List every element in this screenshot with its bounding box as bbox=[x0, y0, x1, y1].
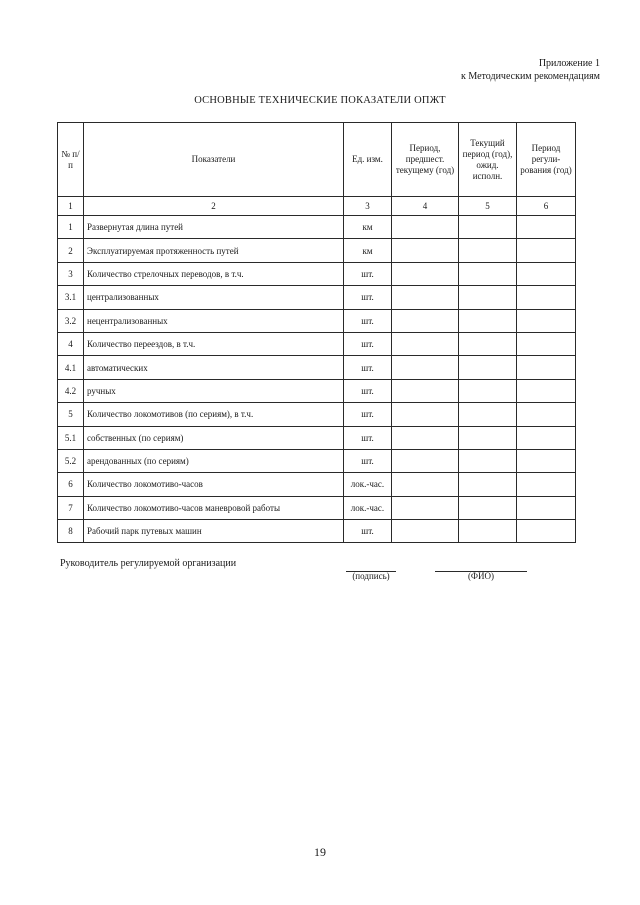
row-number: 3.1 bbox=[58, 286, 84, 309]
row-number: 3 bbox=[58, 262, 84, 285]
cell-current-period[interactable] bbox=[459, 239, 517, 262]
column-number: 5 bbox=[459, 197, 517, 216]
cell-current-period[interactable] bbox=[459, 520, 517, 543]
appendix-line-2: к Методическим рекомендациям bbox=[460, 71, 600, 82]
row-unit: шт. bbox=[344, 309, 392, 332]
signature-block bbox=[60, 558, 580, 588]
table-row bbox=[58, 449, 576, 472]
table-row bbox=[58, 216, 576, 239]
table-row bbox=[58, 426, 576, 449]
cell-previous-period[interactable] bbox=[392, 426, 459, 449]
full-name-caption: (ФИО) bbox=[467, 571, 495, 581]
cell-previous-period[interactable] bbox=[392, 286, 459, 309]
row-indicator: нецентрализованных bbox=[84, 309, 344, 332]
row-unit: лок.-час. bbox=[344, 496, 392, 519]
row-number: 1 bbox=[58, 216, 84, 239]
table-row bbox=[58, 403, 576, 426]
cell-regulation-period[interactable] bbox=[517, 473, 576, 496]
cell-current-period[interactable] bbox=[459, 216, 517, 239]
row-number: 4.2 bbox=[58, 379, 84, 402]
cell-previous-period[interactable] bbox=[392, 520, 459, 543]
cell-current-period[interactable] bbox=[459, 449, 517, 472]
table-row bbox=[58, 332, 576, 355]
row-indicator: Количество локомотиво-часов bbox=[84, 473, 344, 496]
row-unit: шт. bbox=[344, 449, 392, 472]
row-indicator: Эксплуатируемая протяженность путей bbox=[84, 239, 344, 262]
header-indicators: Показатели bbox=[84, 123, 344, 197]
header-current-period: Текущий период (год), ожид. исполн. bbox=[459, 123, 517, 197]
cell-previous-period[interactable] bbox=[392, 356, 459, 379]
row-number: 4.1 bbox=[58, 356, 84, 379]
row-number: 2 bbox=[58, 239, 84, 262]
cell-current-period[interactable] bbox=[459, 496, 517, 519]
organization-head-label: Руководитель регулируемой организации bbox=[60, 558, 237, 569]
cell-current-period[interactable] bbox=[459, 403, 517, 426]
row-unit: шт. bbox=[344, 520, 392, 543]
cell-previous-period[interactable] bbox=[392, 403, 459, 426]
row-unit: шт. bbox=[344, 262, 392, 285]
cell-regulation-period[interactable] bbox=[517, 332, 576, 355]
cell-regulation-period[interactable] bbox=[517, 309, 576, 332]
cell-current-period[interactable] bbox=[459, 332, 517, 355]
table-row bbox=[58, 496, 576, 519]
row-indicator: Количество стрелочных переводов, в т.ч. bbox=[84, 262, 344, 285]
row-unit: лок.-час. bbox=[344, 473, 392, 496]
cell-previous-period[interactable] bbox=[392, 262, 459, 285]
cell-regulation-period[interactable] bbox=[517, 216, 576, 239]
header-previous-period: Период, предшест. текущему (год) bbox=[392, 123, 459, 197]
row-number: 3.2 bbox=[58, 309, 84, 332]
row-number: 5 bbox=[58, 403, 84, 426]
table-row bbox=[58, 239, 576, 262]
cell-regulation-period[interactable] bbox=[517, 403, 576, 426]
row-unit: шт. bbox=[344, 286, 392, 309]
cell-regulation-period[interactable] bbox=[517, 239, 576, 262]
cell-regulation-period[interactable] bbox=[517, 262, 576, 285]
row-unit: шт. bbox=[344, 356, 392, 379]
row-number: 6 bbox=[58, 473, 84, 496]
row-indicator: автоматических bbox=[84, 356, 344, 379]
row-number: 8 bbox=[58, 520, 84, 543]
row-indicator: централизованных bbox=[84, 286, 344, 309]
table-row bbox=[58, 473, 576, 496]
cell-current-period[interactable] bbox=[459, 262, 517, 285]
row-indicator: арендованных (по сериям) bbox=[84, 449, 344, 472]
cell-regulation-period[interactable] bbox=[517, 286, 576, 309]
header-number: № п/п bbox=[58, 123, 84, 197]
cell-previous-period[interactable] bbox=[392, 449, 459, 472]
cell-regulation-period[interactable] bbox=[517, 520, 576, 543]
cell-previous-period[interactable] bbox=[392, 216, 459, 239]
cell-previous-period[interactable] bbox=[392, 239, 459, 262]
cell-current-period[interactable] bbox=[459, 379, 517, 402]
table-row bbox=[58, 520, 576, 543]
cell-previous-period[interactable] bbox=[392, 379, 459, 402]
cell-regulation-period[interactable] bbox=[517, 379, 576, 402]
row-unit: км bbox=[344, 216, 392, 239]
row-unit: шт. bbox=[344, 332, 392, 355]
row-unit: шт. bbox=[344, 426, 392, 449]
cell-previous-period[interactable] bbox=[392, 496, 459, 519]
row-number: 5.2 bbox=[58, 449, 84, 472]
document-title: ОСНОВНЫЕ ТЕХНИЧЕСКИЕ ПОКАЗАТЕЛИ ОПЖТ bbox=[194, 95, 446, 106]
cell-regulation-period[interactable] bbox=[517, 426, 576, 449]
row-number: 7 bbox=[58, 496, 84, 519]
header-unit: Ед. изм. bbox=[344, 123, 392, 197]
row-number: 4 bbox=[58, 332, 84, 355]
table-row bbox=[58, 309, 576, 332]
table-row bbox=[58, 262, 576, 285]
column-number: 3 bbox=[344, 197, 392, 216]
signature-caption: (подпись) bbox=[352, 571, 390, 581]
header-regulation-period: Период регули-рования (год) bbox=[517, 123, 576, 197]
appendix-note bbox=[461, 57, 600, 83]
column-number: 4 bbox=[392, 197, 459, 216]
cell-previous-period[interactable] bbox=[392, 473, 459, 496]
column-number: 6 bbox=[517, 197, 576, 216]
page-number: 19 bbox=[314, 845, 326, 859]
row-indicator: Количество переездов, в т.ч. bbox=[84, 332, 344, 355]
cell-current-period[interactable] bbox=[459, 309, 517, 332]
row-unit: шт. bbox=[344, 403, 392, 426]
table-row bbox=[58, 356, 576, 379]
column-numbers-row bbox=[58, 197, 576, 216]
cell-current-period[interactable] bbox=[459, 473, 517, 496]
table-row bbox=[58, 379, 576, 402]
row-number: 5.1 bbox=[58, 426, 84, 449]
table-header-row bbox=[58, 123, 576, 197]
cell-regulation-period[interactable] bbox=[517, 449, 576, 472]
row-indicator: Количество локомотиво-часов маневровой работы bbox=[84, 496, 344, 519]
row-unit: км bbox=[344, 239, 392, 262]
cell-current-period[interactable] bbox=[459, 286, 517, 309]
table-row bbox=[58, 286, 576, 309]
cell-regulation-period[interactable] bbox=[517, 356, 576, 379]
row-indicator: Развернутая длина путей bbox=[84, 216, 344, 239]
cell-previous-period[interactable] bbox=[392, 332, 459, 355]
column-number: 2 bbox=[84, 197, 344, 216]
cell-previous-period[interactable] bbox=[392, 309, 459, 332]
row-indicator: Количество локомотивов (по сериям), в т.ч. bbox=[84, 403, 344, 426]
cell-current-period[interactable] bbox=[459, 356, 517, 379]
cell-current-period[interactable] bbox=[459, 426, 517, 449]
indicators-table bbox=[57, 122, 576, 543]
appendix-line-1: Приложение 1 bbox=[538, 58, 600, 69]
row-indicator: собственных (по сериям) bbox=[84, 426, 344, 449]
row-unit: шт. bbox=[344, 379, 392, 402]
row-indicator: ручных bbox=[84, 379, 344, 402]
row-indicator: Рабочий парк путевых машин bbox=[84, 520, 344, 543]
column-number: 1 bbox=[58, 197, 84, 216]
cell-regulation-period[interactable] bbox=[517, 496, 576, 519]
